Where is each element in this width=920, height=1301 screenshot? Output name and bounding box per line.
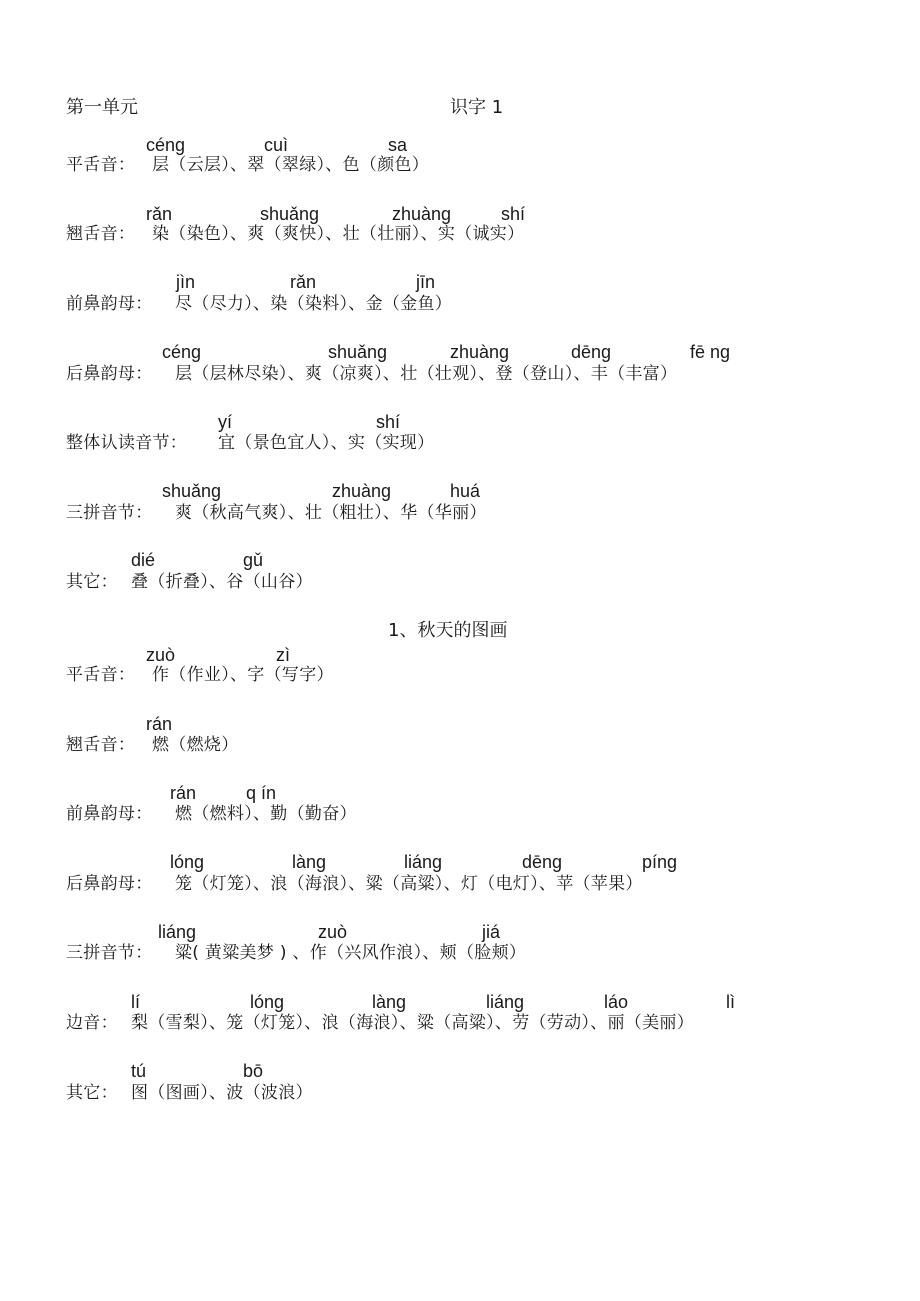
pinyin: fē ng (690, 342, 731, 362)
row-label: 后鼻韵母： (66, 874, 153, 894)
pinyin: rǎn (146, 204, 173, 224)
pinyin: dēng (571, 342, 612, 362)
pinyin: dēng (522, 852, 563, 872)
pinyin: lí (131, 992, 140, 1012)
pinyin: rán (170, 783, 197, 803)
row-label: 翘舌音： (66, 224, 136, 244)
pinyin: lóng (170, 852, 205, 872)
pinyin: yí (218, 412, 233, 432)
pinyin: tú (131, 1061, 147, 1081)
pinyin: jiá (482, 922, 501, 942)
pinyin: bō (243, 1061, 264, 1081)
row-characters: 宜（景色宜人）、实（实现） (218, 433, 435, 453)
pinyin: jīn (416, 272, 436, 292)
pinyin: píng (642, 852, 678, 872)
row-label: 三拼音节： (66, 943, 153, 963)
unit-title: 第一单元 (66, 97, 138, 118)
row-label: 前鼻韵母： (66, 804, 153, 824)
pinyin: huá (450, 481, 481, 501)
pinyin: zì (276, 645, 291, 665)
row-label: 其它： (66, 572, 118, 592)
row-label: 其它： (66, 1083, 118, 1103)
row-label: 边音： (66, 1013, 118, 1033)
row-label: 平舌音： (66, 665, 136, 685)
pinyin: cuì (264, 135, 289, 155)
pinyin: zuò (146, 645, 176, 665)
section-title-shizi-1: 识字 1 (450, 97, 504, 118)
row-characters: 染（染色）、爽（爽快）、壮（壮丽）、实（诚实） (152, 224, 525, 244)
pinyin: láo (604, 992, 629, 1012)
pinyin: gǔ (243, 550, 264, 570)
row-characters: 粱( 黄粱美梦 ) 、作（兴风作浪）、颊（脸颊） (175, 943, 527, 963)
section-title-autumn-picture: 1、秋天的图画 (388, 620, 508, 641)
pinyin: shuǎng (162, 481, 222, 501)
pinyin: zhuàng (392, 204, 452, 224)
pinyin: zhuàng (450, 342, 510, 362)
pinyin: shuǎng (328, 342, 388, 362)
pinyin: sa (388, 135, 408, 155)
pinyin: jìn (176, 272, 196, 292)
row-label: 三拼音节： (66, 503, 153, 523)
pinyin: lóng (250, 992, 285, 1012)
row-characters: 作（作业）、字（写字） (152, 665, 334, 685)
row-label: 前鼻韵母： (66, 294, 153, 314)
row-label: 翘舌音： (66, 735, 136, 755)
row-characters: 叠（折叠）、谷（山谷） (131, 572, 313, 592)
pinyin: céng (146, 135, 186, 155)
row-characters: 梨（雪梨）、笼（灯笼）、浪（海浪）、粱（高粱）、劳（劳动）、丽（美丽） (131, 1013, 694, 1033)
pinyin: zhuàng (332, 481, 392, 501)
row-characters: 层（云层）、翠（翠绿）、色（颜色） (152, 155, 430, 175)
pinyin: lì (726, 992, 735, 1012)
pinyin: liáng (486, 992, 525, 1012)
row-characters: 图（图画）、波（波浪） (131, 1083, 313, 1103)
row-characters: 爽（秋高气爽）、壮（粗壮）、华（华丽） (175, 503, 487, 523)
pinyin: liáng (158, 922, 197, 942)
pinyin: rán (146, 714, 173, 734)
pinyin: zuò (318, 922, 348, 942)
row-characters: 尽（尽力）、染（染料）、金（金鱼） (175, 294, 453, 314)
row-characters: 层（层林尽染）、爽（凉爽）、壮（壮观）、登（登山）、丰（丰富） (175, 364, 678, 384)
row-label: 整体认读音节： (66, 433, 188, 453)
row-characters: 燃（燃料）、勤（勤奋） (175, 804, 357, 824)
row-characters: 燃（燃烧） (152, 735, 239, 755)
pinyin: q ín (246, 783, 277, 803)
pinyin: liáng (404, 852, 443, 872)
pinyin: rǎn (290, 272, 317, 292)
row-characters: 笼（灯笼）、浪（海浪）、粱（高粱）、灯（电灯）、苹（苹果） (175, 874, 643, 894)
pinyin: shí (501, 204, 526, 224)
row-label: 后鼻韵母： (66, 364, 153, 384)
pinyin: céng (162, 342, 202, 362)
pinyin: dié (131, 550, 156, 570)
row-label: 平舌音： (66, 155, 136, 175)
pinyin: shuǎng (260, 204, 320, 224)
pinyin: làng (372, 992, 407, 1012)
pinyin: shí (376, 412, 401, 432)
pinyin: làng (292, 852, 327, 872)
